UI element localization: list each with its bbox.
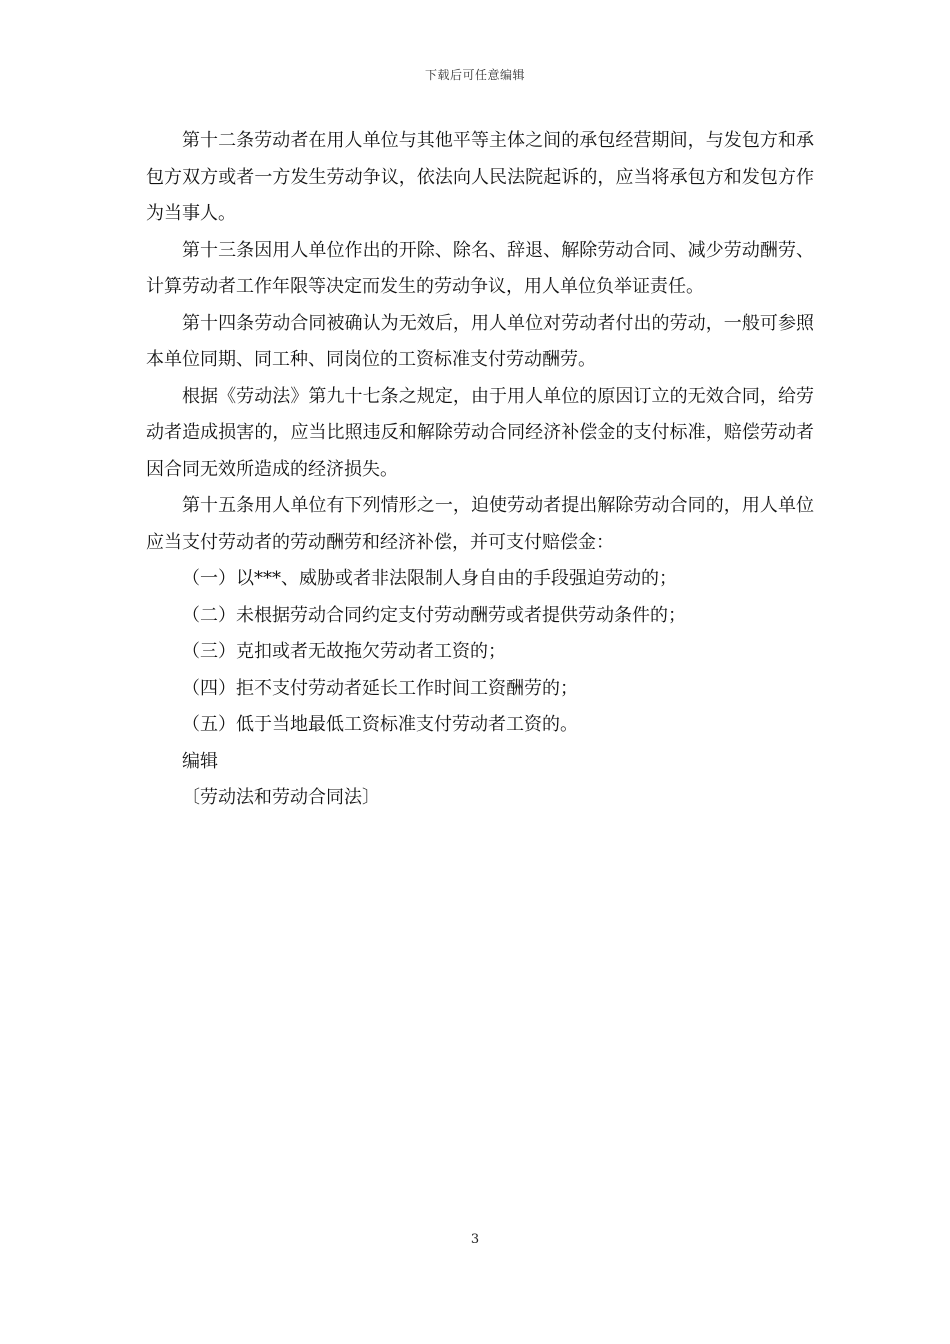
list-item-3: （三）克扣或者无故拖欠劳动者工资的； [182, 641, 506, 662]
list-item-1: （一）以***、威胁或者非法限制人身自由的手段强迫劳动的； [182, 568, 677, 589]
list-item-5: （五）低于当地最低工资标准支付劳动者工资的。 [182, 714, 578, 735]
paragraph-article-97-note: 根据《劳动法》第九十七条之规定，由于用人单位的原因订立的无效合同，给劳动者造成损害的，应当比照违反和解除劳动合同经济补偿金的支付标准，赔偿劳动者因合同无效所造成的经济损失。 [146, 385, 814, 480]
paragraph-article-14: 第十四条劳动合同被确认为无效后，用人单位对劳动者付出的劳动，一般可参照本单位同期、同工种、同岗位的工资标准支付劳动酬劳。 [146, 312, 814, 370]
edit-label: 编辑 [182, 750, 218, 772]
source-reference: 〔劳动法和劳动合同法〕 [182, 787, 380, 808]
paragraph-article-13: 第十三条因用人单位作出的开除、除名、辞退、解除劳动合同、减少劳动酬劳、计算劳动者工作年限等决定而发生的劳动争议，用人单位负举证责任。 [146, 239, 814, 297]
paragraph-article-12: 第十二条劳动者在用人单位与其他平等主体之间的承包经营期间，与发包方和承包方双方或者一方发生劳动争议，依法向人民法院起诉的，应当将承包方和发包方作为当事人。 [146, 130, 814, 224]
page-header: 下载后可任意编辑 [424, 68, 525, 82]
list-item-4: （四）拒不支付劳动者延长工作时间工资酬劳的； [182, 677, 578, 699]
page-number: 3 [470, 1232, 480, 1247]
list-item-2: （二）未根据劳动合同约定支付劳动酬劳或者提供劳动条件的； [182, 604, 686, 626]
paragraph-article-15: 第十五条用人单位有下列情形之一，迫使劳动者提出解除劳动合同的，用人单位应当支付劳动者的劳动酬劳和经济补偿，并可支付赔偿金： [146, 495, 814, 553]
document-body [146, 123, 814, 817]
